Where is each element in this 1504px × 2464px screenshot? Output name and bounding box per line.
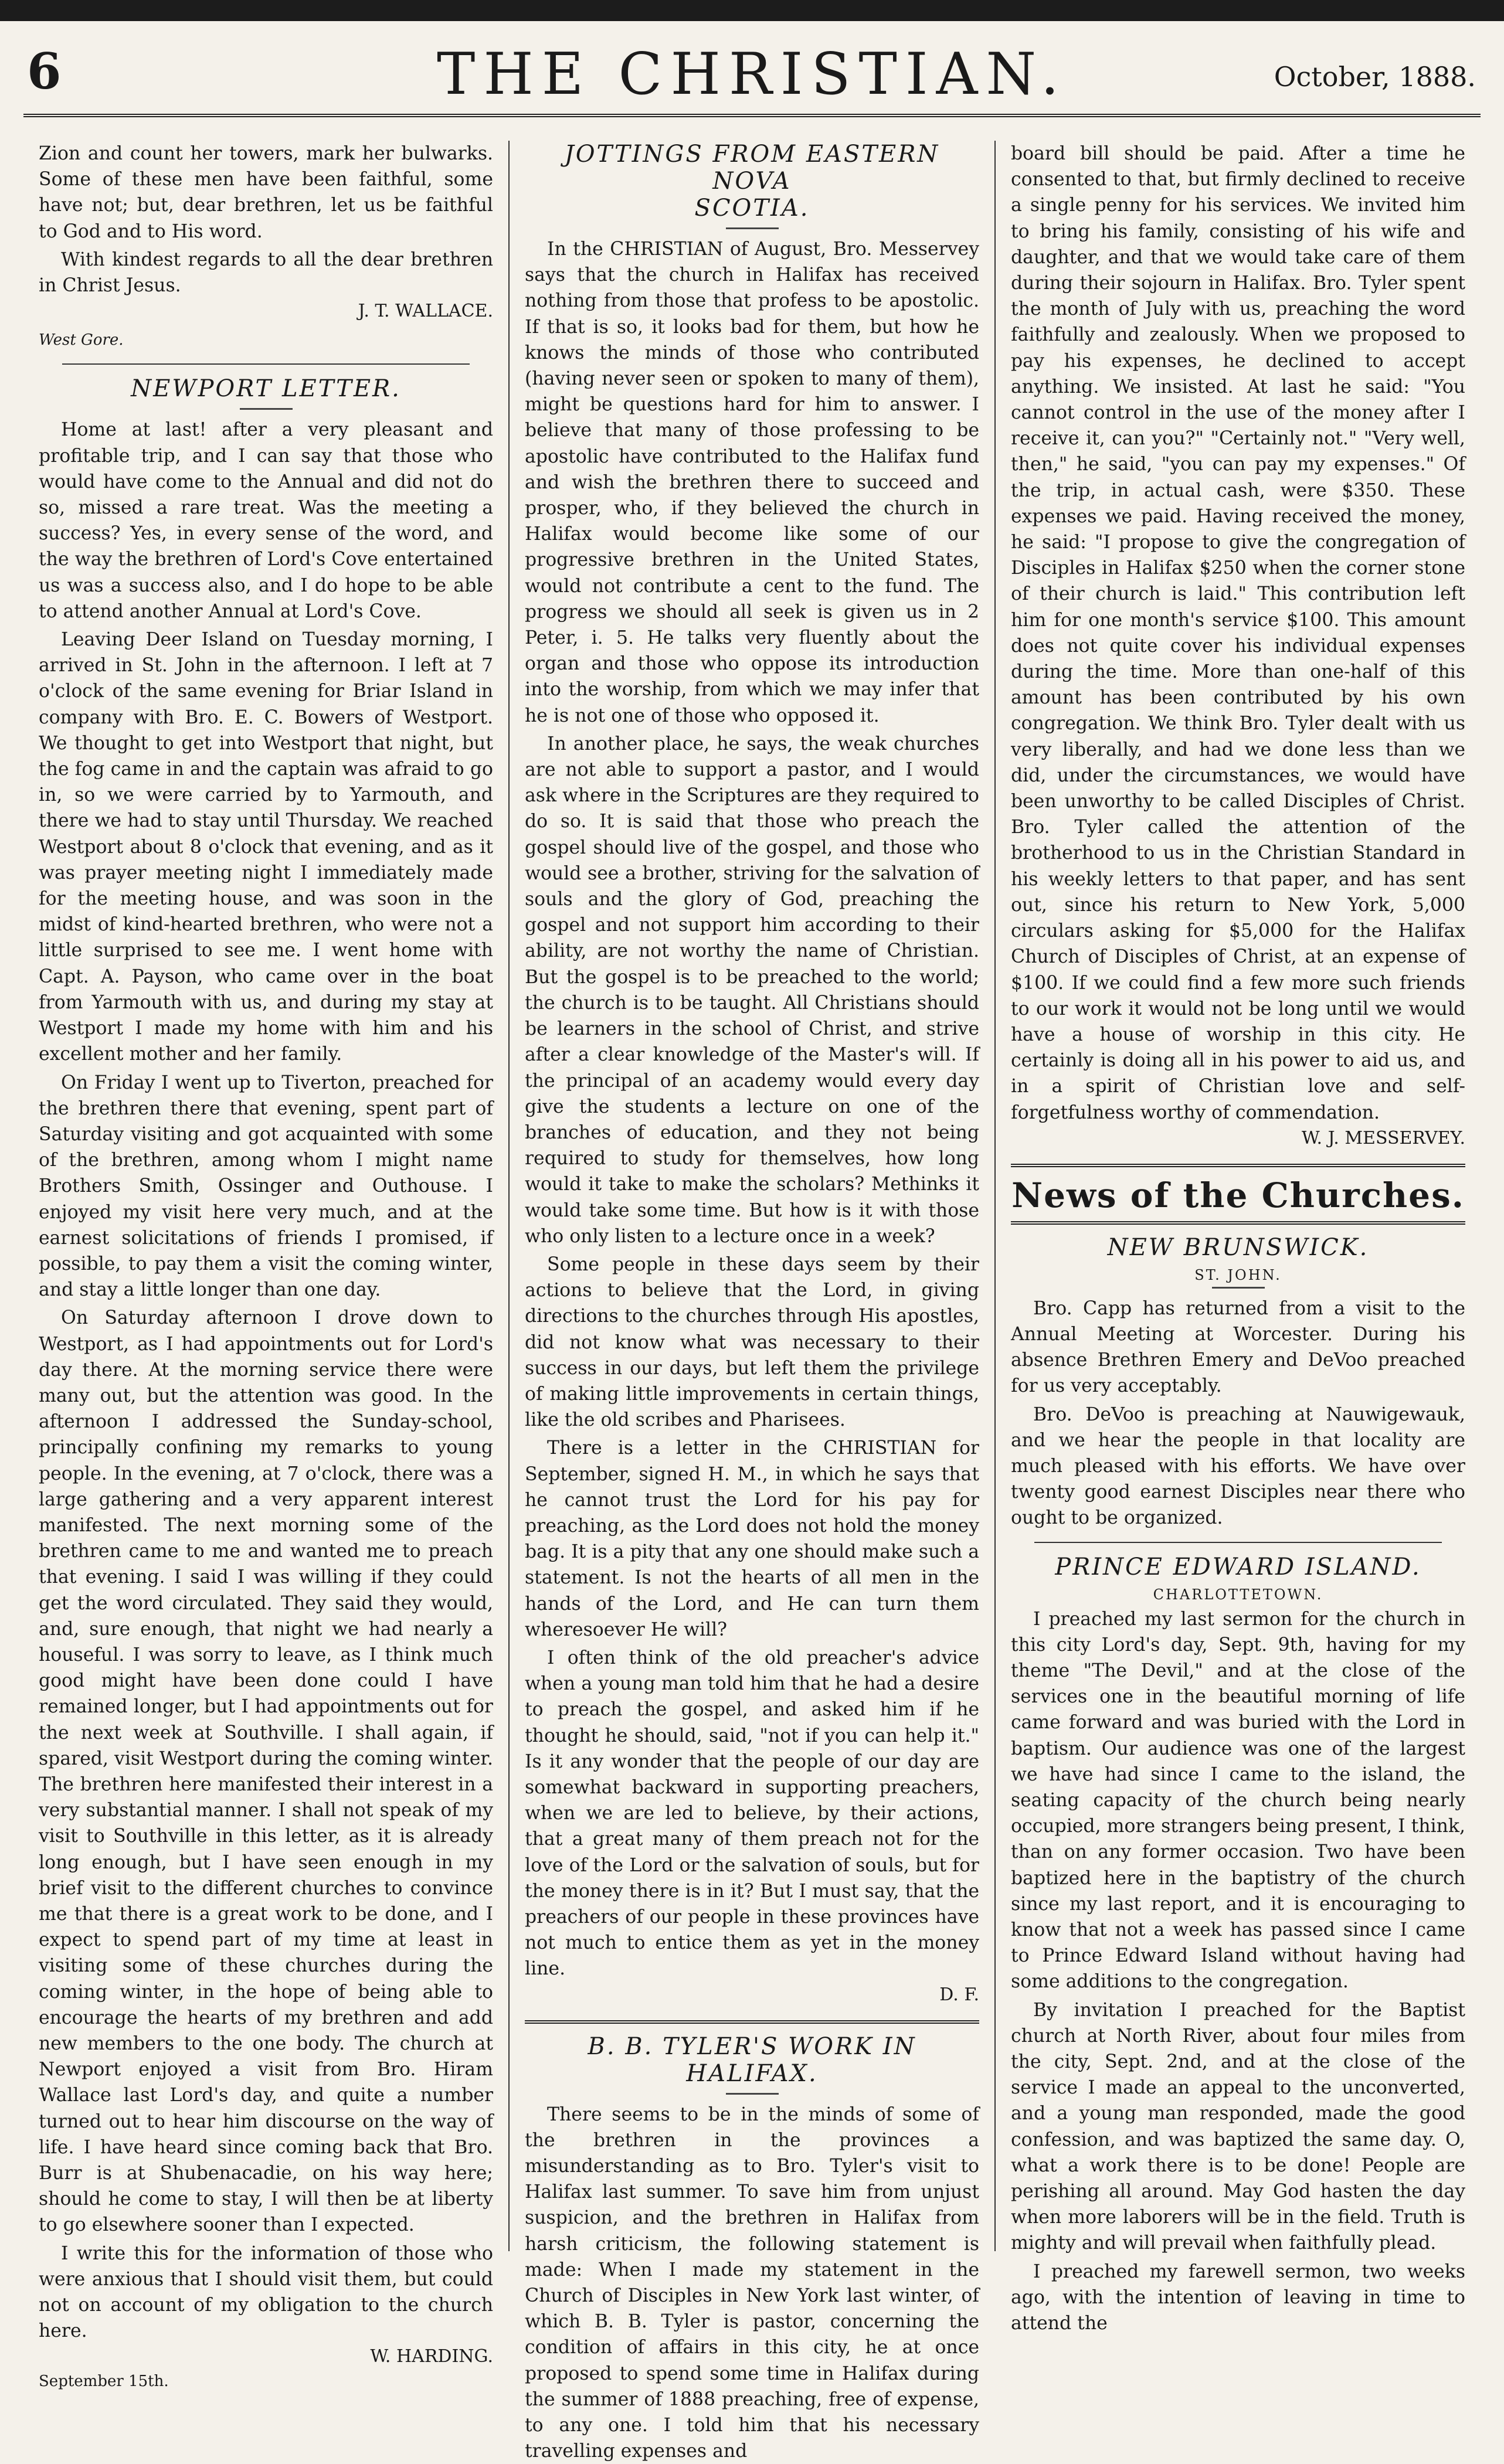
intro-place: West Gore. <box>39 331 124 349</box>
article-paragraph: In the CHRISTIAN of August, Bro. Messervey says that the church in Halifax has received nothing from those that profess to be apostolic. If that is so, it looks bad for them, but how he knows the minds of those who contributed (having never seen or spoken to many of them), might be questions hard for him to answer. I believe that many of those professing to be apostolic have contributed to the Halifax fund and wish the brethren there to succeed and prosper, who, if they believed the church in Halifax would become like some of our progressive brethren in the United States, would not contribute a cent to the fund. The progress we should all seek is given us in 2 Peter, i. 5. He talks very fluently about the organ and those who oppose its introduction into the worship, from which we may infer that he is not one of those who opposed it. <box>525 239 979 726</box>
article-paragraph: Leaving Deer Island on Tuesday morning, I arrived in St. John in the afternoon. I left at 7 o'clock of the same evening for Briar Island in company with Bro. E. C. Bowers of Westport. We thought to get into Westport that night, but the fog came in and the captain was afraid to go in, so we were carried by to Yarmouth, and there we had to stay until Thursday. We reached Westport about 8 o'clock that evening, and as it was prayer meeting night I immediately made for the meeting house, and was soon in the midst of kind-hearted brethren, who were not a little surprised to see me. I went home with Capt. A. Payson, who came over in the boat from Yarmouth with us, and during my stay at Westport I made my home with him and his excellent mother and her family. <box>39 629 493 1065</box>
article-paragraph: I often think of the old preacher's advice when a young man told him that he had a desire to preach the gospel, and asked him if he thought he should, said, "not if you can help it." Is it any wonder that the people of our day are somewhat backward in supporting preachers, when we are led to believe, by their actions, that a great many of them preach not for the love of the Lord or the salvation of souls, but for the money there is in it? But I must say, that the preachers of our people in these provinces have not much to entice them as yet in the money line. <box>525 1647 979 1980</box>
tyler-heading: B. B. TYLER'S WORK IN HALIFAX. <box>588 2033 916 2087</box>
section-divider <box>1011 1164 1465 1167</box>
news-paragraph: Bro. DeVoo is preaching at Nauwigewauk, and we hear the people in that locality are much pleased with his efforts. We have over twenty good earnest Disciples near there who ought to be organized. <box>1011 1403 1465 1529</box>
heading-ornament <box>726 227 779 229</box>
intro-paragraph: With kindest regards to all the dear brethren in Christ Jesus. <box>39 249 493 297</box>
charlottetown-place: CHARLOTTETOWN. <box>1153 1586 1323 1603</box>
news-of-churches-heading: News of the Churches. <box>1011 1175 1465 1215</box>
newport-letter-heading: NEWPORT LETTER. <box>131 375 401 403</box>
article-paragraph: Some people in these days seem by their actions to believe that the Lord, in giving directions to the churches through His apostles, did not know what was necessary to their success in our days, but left them the privilege of making little improvements in certain things, like the old scribes and Pharisees. <box>525 1253 979 1431</box>
st-john-place: ST. JOHN. <box>1194 1266 1282 1283</box>
article-paragraph: On Saturday afternoon I drove down to Westport, as I had appointments out for Lord's day there. At the morning service there were many out, but the attention was good. In the afternoon I addressed the Sunday-school, principally confining my remarks to young people. In the evening, at 7 o'clock, there was a large gathering and a very apparent interest manifested. The next morning some of the brethren came to me and wanted me to preach that evening. I said I was willing if they could get the word circulated. They said they would, and, sure enough, that night we had nearly a houseful. I was sorry to leave, as I think much good might have been done could I have remained longer, but I had appointments out for the next week at Southville. I shall again, if spared, visit Westport during the coming winter. The brethren here manifested their interest in a very substantial manner. I shall not speak of my visit to Southville in this letter, as it is already long enough, but I have seen enough in my brief visit to the different churches to convince me that there is a great work to be done, and I expect to spend part of my time at least in visiting some of these churches during the coming winter, in the hope of being able to encourage the hearts of my brethren and add new members to the one body. The church at Newport enjoyed a visit from Bro. Hiram Wallace last Lord's day, and quite a number turned out to hear him discourse on the way of life. I have heard since coming back that Bro. Burr is at Shubenacadie, on his way here; should he come to stay, I will then be at liberty to go elsewhere sooner than I expected. <box>39 1307 493 2236</box>
news-paragraph: I preached my farewell sermon, two weeks ago, with the intention of leaving in time to attend the <box>1011 2261 1465 2334</box>
article-paragraph: I write this for the information of those who were anxious that I should visit them, but could not on account of my obligation to the church here. <box>39 2242 493 2342</box>
newport-signature: W. HARDING. <box>370 2346 493 2367</box>
newspaper-title: THE CHRISTIAN. <box>436 41 1068 108</box>
article-paragraph: There seems to be in the minds of some of the brethren in the provinces a misunderstanding as to Bro. Tyler's visit to Halifax last summer. To save him from unjust suspicion, and the brethren in Halifax from harsh criticism, the following statement is made: When I made my statement in the Church of Disciples in New York last winter, of which B. B. Tyler is pastor, concerning the condition of affairs in this city, he at once proposed to spend some time in Halifax during the summer of 1888 preaching, free of expense, to any one. I told him that his necessary travelling expenses and <box>525 2103 979 2462</box>
divider <box>62 363 470 365</box>
section-divider <box>525 2020 979 2024</box>
column-2 <box>508 141 994 2462</box>
section-divider <box>1011 1221 1465 1225</box>
pei-heading: PRINCE EDWARD ISLAND. <box>1055 1553 1421 1581</box>
heading-ornament <box>240 408 293 410</box>
article-paragraph: In another place, he says, the weak churches are not able to support a pastor, and I would ask where in the Scriptures are they required to do so. It is said that those who preach the gospel should live of the gospel, and those who would see a brother, striving for the salvation of souls and the glory of God, preaching the gospel and not support him according to their ability, are not worthy the name of Christian. But the gospel is to be preached to the world; the church is to be taught. All Christians should be learners in the school of Christ, and strive after a clear knowledge of the Master's will. If the principal of an academy would every day give the students a lecture on one of the branches of education, and they not being required to study for themselves, how long would it take to make the scholars? Methinks it would take some time. But how is it with those who only listen to a lecture once in a week? <box>525 733 979 1247</box>
jottings-heading-line1: JOTTINGS FROM EASTERN NOVA <box>564 141 940 195</box>
tyler-signature: W. J. MESSERVEY. <box>1301 1127 1465 1148</box>
divider <box>1034 1542 1442 1543</box>
heading-ornament <box>726 2093 779 2095</box>
column-1 <box>23 141 508 2391</box>
news-paragraph: I preached my last sermon for the church in this city Lord's day, Sept. 9th, having for my theme "The Devil," and at the close of the services one in the beautiful morning of life came forward and was buried with the Lord in baptism. Our audience was one of the largest we have had since I came to the island, the seating capacity of the church being nearly occupied, more strangers being present, I think, than on any former occasion. Two have been baptized here in the baptistry of the church since my last report, and it is encouraging to know that not a week has passed since I came to Prince Edward Island without having had some additions to the congregation. <box>1011 1608 1465 1993</box>
heading-ornament <box>1212 1287 1265 1289</box>
intro-signature: J. T. WALLACE. <box>358 301 493 322</box>
jottings-signature: D. F. <box>939 1984 979 2005</box>
article-paragraph: Home at last! after a very pleasant and profitable trip, and I can say that those who would have come to the Annual and did not do so, missed a rare treat. Was the meeting a success? Yes, in every sense of the word, and the way the brethren of Lord's Cove entertained us was a success also, and I do hope to be able to attend another Annual at Lord's Cove. <box>39 419 493 622</box>
article-paragraph: board bill should be paid. After a time he consented to that, but firmly declined to receive a single penny for his services. We invited him to bring his family, consisting of his wife and daughter, and that we would take care of them during their sojourn in Halifax. Bro. Tyler spent the month of July with us, preaching the word faithfully and zealously. When we proposed to pay his expenses, he declined to accept anything. We insisted. At last he said: "You cannot control in the use of the money after I receive it, can you?" "Certainly not." "Very well, then," he said, "you can pay my expenses." Of the trip, in actual cash, were $350. These expenses we paid. Having received the money, he said: "I propose to give the congregation of Disciples in Halifax $250 when the corner stone of their church is laid." This contribution left him for one month's service $100. This amount does not quite cover his individual expenses during the time. More than one-half of this amount has been contributed by his own congregation. We think Bro. Tyler dealt with us very liberally, and had we done less than we did, under the circumstances, we would have been unworthy to be called Disciples of Christ. Bro. Tyler called the attention of the brotherhood to us in the Christian Standard in his weekly letters to that paper, and has sent out, since his return to New York, 5,000 circulars asking for $5,000 for the Halifax Church of Disciples of Christ, at an expense of $100. If we could find a few more such friends to our work it would not be long until we would have a house of worship in this city. He certainly is doing all in his power to aid us, and in a spirit of Christian love and self-forgetfulness worthy of commendation. <box>1011 143 1465 1123</box>
masthead <box>23 38 1481 117</box>
issue-date: October, 1888. <box>1274 61 1476 93</box>
jottings-heading-line2: SCOTIA. <box>694 195 810 222</box>
jottings-heading <box>525 141 979 222</box>
top-border-bar <box>0 0 1504 21</box>
news-paragraph: Bro. Capp has returned from a visit to the Annual Meeting at Worcester. During his absence Brethren Emery and DeVoo preached for us very acceptably. <box>1011 1297 1465 1397</box>
article-paragraph: On Friday I went up to Tiverton, preached for the brethren there that evening, spent part of Saturday visiting and got acquainted with some of the brethren, among whom I might name Brothers Smith, Ossinger and Outhouse. I enjoyed my visit here very much, and at the earnest solicitations of friends I promised, if possible, to pay them a visit the coming winter, and stay a little longer than one day. <box>39 1072 493 1301</box>
column-3 <box>994 141 1481 2334</box>
intro-paragraph: Zion and count her towers, mark her bulwarks. Some of these men have been faithful, some have not; but, dear brethren, let us be faithful to God and to His word. <box>39 143 493 242</box>
new-brunswick-heading: NEW BRUNSWICK. <box>1107 1233 1369 1261</box>
newport-date: September 15th. <box>39 2373 169 2391</box>
article-paragraph: There is a letter in the CHRISTIAN for September, signed H. M., in which he says that he cannot trust the Lord for his pay for preaching, as the Lord does not hold the money bag. It is a pity that any one should make such a statement. Is not the hearts of all men in the hands of the Lord, and He can turn them wheresoever He will? <box>525 1437 979 1640</box>
page-number: 6 <box>27 42 62 100</box>
article-columns <box>23 141 1481 2462</box>
news-paragraph: By invitation I preached for the Baptist church at North River, about four miles from the city, Sept. 2nd, and at the close of the service I made an appeal to the unconverted, and a young man responded, made the good confession, and was baptized the same day. O, what a work there is to be done! People are perishing all around. May God hasten the day when more laborers will be in the field. Truth is mighty and will prevail when faithfully plead. <box>1011 1999 1465 2254</box>
